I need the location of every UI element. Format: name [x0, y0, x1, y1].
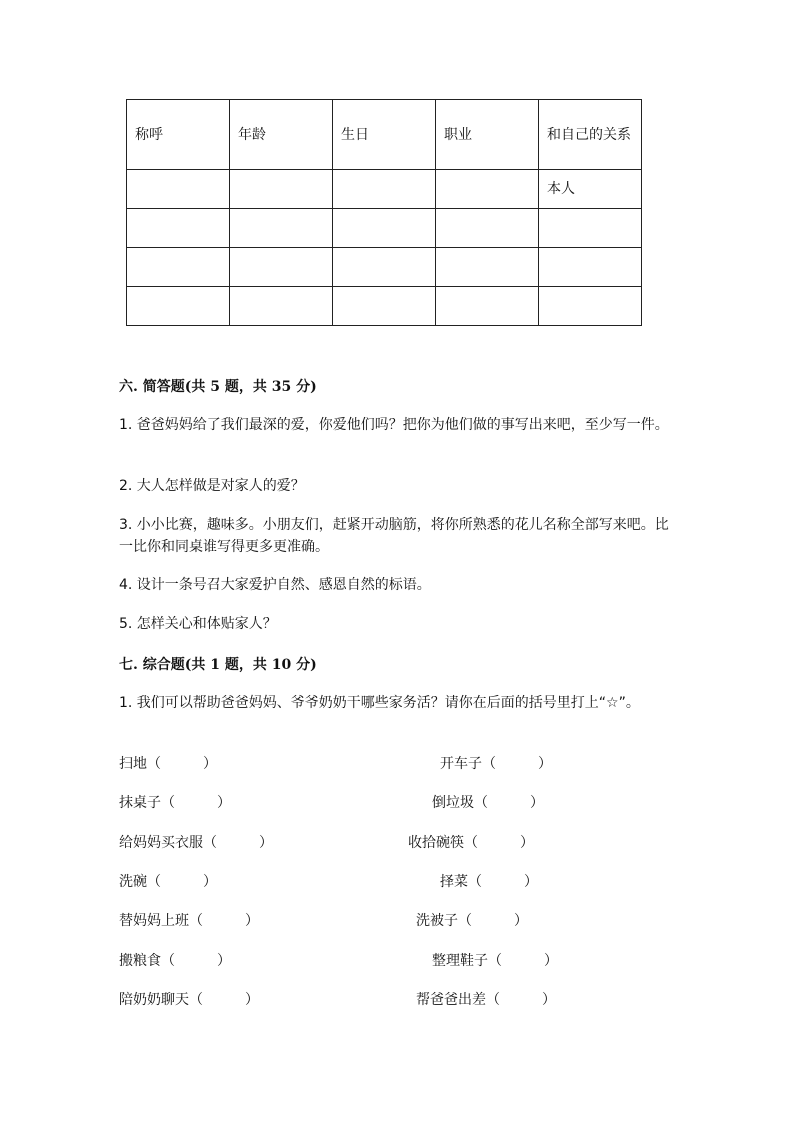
- chore-left-5[interactable]: 替妈妈上班（ ）: [119, 913, 259, 929]
- family-info-table: [126, 99, 642, 326]
- table-cell: 本人: [539, 170, 642, 209]
- table-row: [127, 209, 642, 248]
- chore-left-2[interactable]: 抹桌子（ ）: [119, 795, 231, 811]
- table-cell[interactable]: [230, 170, 333, 209]
- table-cell[interactable]: [333, 248, 436, 287]
- table-cell[interactable]: [539, 209, 642, 248]
- chore-right-7[interactable]: 帮爸爸出差（ ）: [416, 992, 556, 1008]
- chore-left-4[interactable]: 洗碗（ ）: [119, 874, 217, 890]
- table-cell[interactable]: [230, 248, 333, 287]
- section-7-title: 七. 综合题(共 1 题，共 10 分): [119, 657, 317, 673]
- table-cell[interactable]: [127, 209, 230, 248]
- table-cell[interactable]: [539, 248, 642, 287]
- table-cell[interactable]: [436, 248, 539, 287]
- chore-right-6[interactable]: 整理鞋子（ ）: [432, 953, 558, 969]
- header-cell-job: 职业: [436, 100, 539, 170]
- table-row: [127, 170, 642, 209]
- table-cell[interactable]: [127, 287, 230, 326]
- table-cell[interactable]: [436, 209, 539, 248]
- chore-right-2[interactable]: 倒垃圾（ ）: [432, 795, 544, 811]
- chore-left-1[interactable]: 扫地（ ）: [119, 756, 217, 772]
- table-cell[interactable]: [127, 248, 230, 287]
- section-6-title: 六. 简答题(共 5 题，共 35 分): [119, 379, 317, 395]
- table-row: [127, 287, 642, 326]
- question-6-3: 3. 小小比赛，趣味多。小朋友们，赶紧开动脑筋，将你所熟悉的花儿名称全部写来吧。比一比你和同桌谁写得更多更准确。: [119, 517, 669, 555]
- chore-left-3[interactable]: 给妈妈买衣服（ ）: [119, 835, 273, 851]
- table-cell[interactable]: [230, 209, 333, 248]
- chore-right-3[interactable]: 收拾碗筷（ ）: [408, 835, 534, 851]
- table-cell[interactable]: [333, 170, 436, 209]
- chore-left-6[interactable]: 搬粮食（ ）: [119, 953, 231, 969]
- chore-left-7[interactable]: 陪奶奶聊天（ ）: [119, 992, 259, 1008]
- header-cell-relation: 和自己的关系: [539, 100, 642, 170]
- table-header-row: [127, 100, 642, 170]
- question-6-2: 2. 大人怎样做是对家人的爱？: [119, 478, 305, 494]
- chore-right-1[interactable]: 开车子（ ）: [440, 756, 552, 772]
- table-cell[interactable]: [127, 170, 230, 209]
- chore-right-5[interactable]: 洗被子（ ）: [416, 913, 528, 929]
- question-6-5: 5. 怎样关心和体贴家人？: [119, 616, 277, 632]
- question-6-4: 4. 设计一条号召大家爱护自然、感恩自然的标语。: [119, 577, 431, 593]
- table-row: [127, 248, 642, 287]
- chore-right-4[interactable]: 择菜（ ）: [440, 874, 538, 890]
- question-6-1: 1. 爸爸妈妈给了我们最深的爱，你爱他们吗？把你为他们做的事写出来吧，至少写一件。: [119, 417, 669, 433]
- table-cell[interactable]: [333, 209, 436, 248]
- question-7-1: 1. 我们可以帮助爸爸妈妈、爷爷奶奶干哪些家务活？请你在后面的括号里打上“☆”。: [119, 695, 640, 711]
- table-cell[interactable]: [539, 287, 642, 326]
- table-cell[interactable]: [436, 287, 539, 326]
- header-cell-birthday: 生日: [333, 100, 436, 170]
- table-cell[interactable]: [333, 287, 436, 326]
- table-cell[interactable]: [230, 287, 333, 326]
- header-cell-age: 年龄: [230, 100, 333, 170]
- table-cell[interactable]: [436, 170, 539, 209]
- header-cell-title: 称呼: [127, 100, 230, 170]
